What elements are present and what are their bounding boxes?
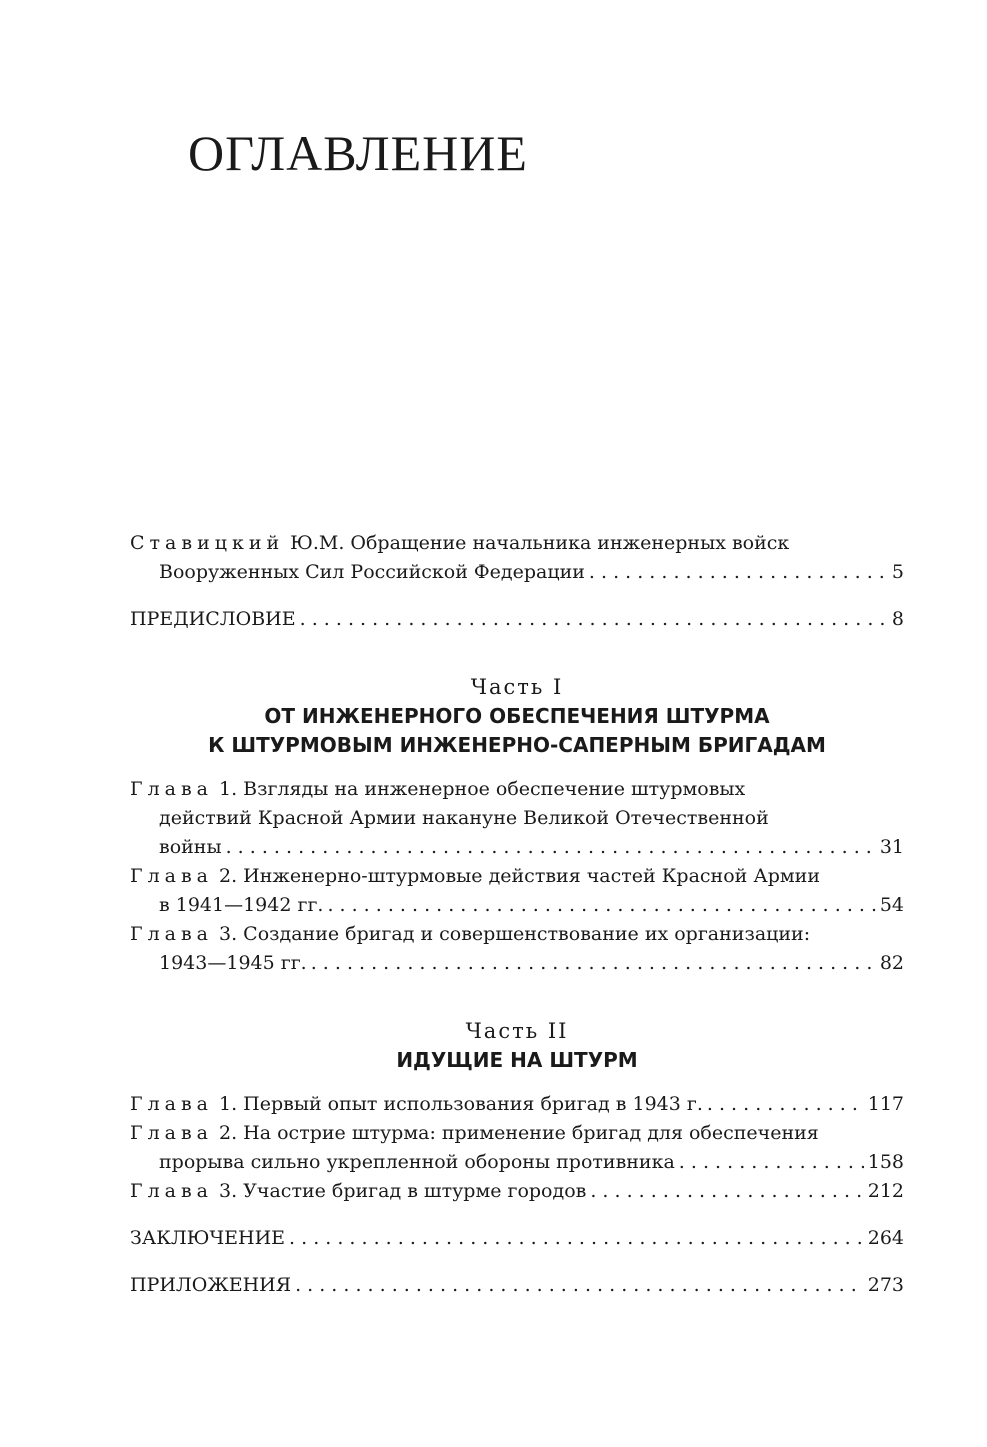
toc-entry-intro[interactable] [130,529,904,587]
dot-leader [295,1271,864,1300]
chapter-title-line3: войны [159,836,222,858]
chapter-line [130,862,904,891]
chapter-title-line2: действий Красной Армии накануне Великой Отечественной [159,807,769,829]
chapter-line [130,920,904,949]
chapter-line [130,1177,904,1206]
toc-entry-part2-ch3[interactable] [130,1177,904,1206]
chapter-line [130,775,904,804]
toc-entry-preface[interactable] [130,605,904,634]
dot-leader [707,1090,864,1119]
part1-label: Часть I [470,675,564,699]
dot-leader [300,605,888,634]
appendix-label: ПРИЛОЖЕНИЯ [130,1274,292,1296]
page-number: 8 [891,608,904,630]
chapter-line [130,833,904,862]
toc-entry-part1-ch3[interactable] [130,920,904,978]
page-number: 158 [867,1151,904,1173]
toc-entry-intro-line2 [130,558,904,587]
chapter-line [130,891,904,920]
part2-title: ИДУЩИЕ НА ШТУРМ [396,1048,638,1072]
chapter-prefix: Глава [130,865,214,887]
page-number: 31 [879,836,904,858]
chapter-title-line2: 1943—1945 гг. [159,952,307,974]
chapter-title-line1: 3. Создание бригад и совершенствование их организации: [219,923,811,945]
page-number: 264 [867,1227,904,1249]
dot-leader [590,1177,863,1206]
chapter-line [130,949,904,978]
dot-leader [679,1148,864,1177]
toc-entry-intro-line1 [130,529,904,558]
toc-entry-part2-ch1[interactable] [130,1090,904,1119]
chapter-line [130,1148,904,1177]
chapter-line [130,1090,904,1119]
toc-entry-part1-ch2[interactable] [130,862,904,920]
part1-heading [130,673,904,760]
part1-title-line1: ОТ ИНЖЕНЕРНОГО ОБЕСПЕЧЕНИЯ ШТУРМА [264,704,770,728]
chapter-prefix: Глава [130,778,214,800]
toc-entry-part1-ch1[interactable] [130,775,904,862]
conclusion-label: ЗАКЛЮЧЕНИЕ [130,1227,286,1249]
page-number: 273 [867,1274,904,1296]
page-number: 54 [879,894,904,916]
page-title: ОГЛАВЛЕНИЕ [188,125,528,181]
part1-title-line2: К ШТУРМОВЫМ ИНЖЕНЕРНО-САПЕРНЫМ БРИГАДАМ [208,733,826,757]
chapter-title-line1: 3. Участие бригад в штурме городов [219,1180,587,1202]
toc-entry-conclusion-line [130,1224,904,1253]
dot-leader [327,891,875,920]
chapter-prefix: Глава [130,1093,214,1115]
toc-entry-appendix[interactable] [130,1271,904,1300]
chapter-title-line1: 2. На острие штурма: применение бригад для обеспечения [219,1122,819,1144]
part2-label: Часть II [465,1019,569,1043]
page-number: 117 [867,1093,904,1115]
chapter-title-line2: в 1941—1942 гг. [159,894,324,916]
chapter-title-line1: 1. Взгляды на инженерное обеспечение штурмовых [219,778,746,800]
dot-leader [589,558,888,587]
dot-leader [311,949,876,978]
page-number: 82 [879,952,904,974]
chapter-title-line1: 2. Инженерно-штурмовые действия частей Красной Армии [219,865,821,887]
page-number: 5 [891,561,904,583]
part2-heading [130,1017,904,1075]
toc-entry-appendix-line [130,1271,904,1300]
chapter-prefix: Глава [130,1122,214,1144]
chapter-line [130,1119,904,1148]
author-name: Ставицкий [130,532,285,554]
dot-leader [289,1224,864,1253]
intro-title-line1: Ю.М. Обращение начальника инженерных войск [290,532,790,554]
toc-entry-part2-ch2[interactable] [130,1119,904,1177]
chapter-title-line1: 1. Первый опыт использования бригад в 1943 г. [219,1093,703,1115]
chapter-prefix: Глава [130,1180,214,1202]
intro-title-line2: Вооруженных Сил Российской Федерации [159,561,585,583]
chapter-title-line2: прорыва сильно укрепленной обороны противника [159,1151,675,1173]
toc-entry-conclusion[interactable] [130,1224,904,1253]
chapter-prefix: Глава [130,923,214,945]
dot-leader [226,833,876,862]
preface-label: ПРЕДИСЛОВИЕ [130,608,296,630]
toc-entry-preface-line [130,605,904,634]
page-number: 212 [867,1180,904,1202]
